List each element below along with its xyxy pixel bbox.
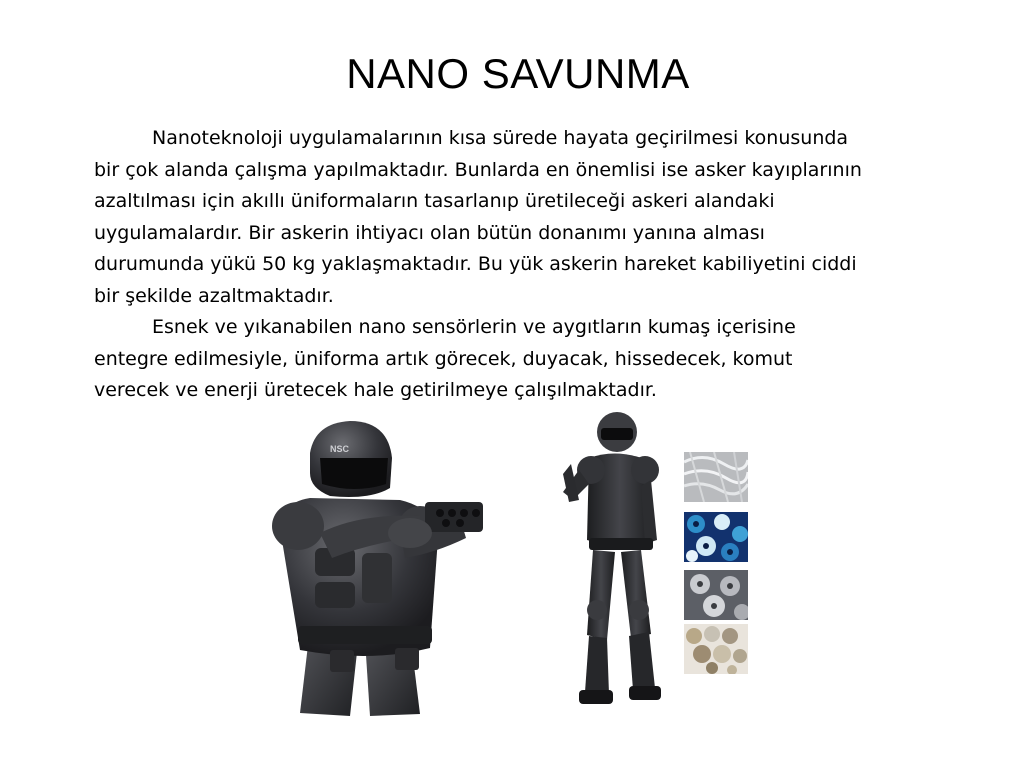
paragraph-1: Nanoteknoloji uygulamalarının kısa sürede hayata geçirilmesi konusunda bir çok alanda çalışma yapılmaktadır. Bunlarda en önemlisi ise asker kayıplarının azaltılması için akıllı üniformaların tasarlanıp üretileceği askeri alandaki uygulamalardır. Bir askerin ihtiyacı olan bütün donanımı yanına alması durumunda yükü 50 kg yaklaşmaktadır. Bu yük askerin hareket kabiliyetini ciddi bir şekilde azaltmaktadır. (94, 127, 862, 307)
armored-soldier-aiming-image (270, 418, 490, 718)
slide-body (94, 123, 924, 407)
armored-soldier-standing-image (553, 410, 673, 710)
slide-title: NANO SAVUNMA (346, 50, 690, 97)
helmet-label: NSC (330, 444, 350, 454)
nano-crystal-swatch-image (684, 512, 748, 562)
nano-fiber-swatch-image (684, 452, 748, 502)
nano-flower-swatch-image (684, 570, 748, 620)
nano-fiber-bundle-swatch-image (684, 624, 748, 674)
paragraph-2: Esnek ve yıkanabilen nano sensörlerin ve aygıtların kumaş içerisine entegre edilmesiyle, üniforma artık görecek, duyacak, hissedecek, komut verecek ve enerji üretecek hale getirilmeye çalışılmaktadır. (94, 316, 796, 401)
